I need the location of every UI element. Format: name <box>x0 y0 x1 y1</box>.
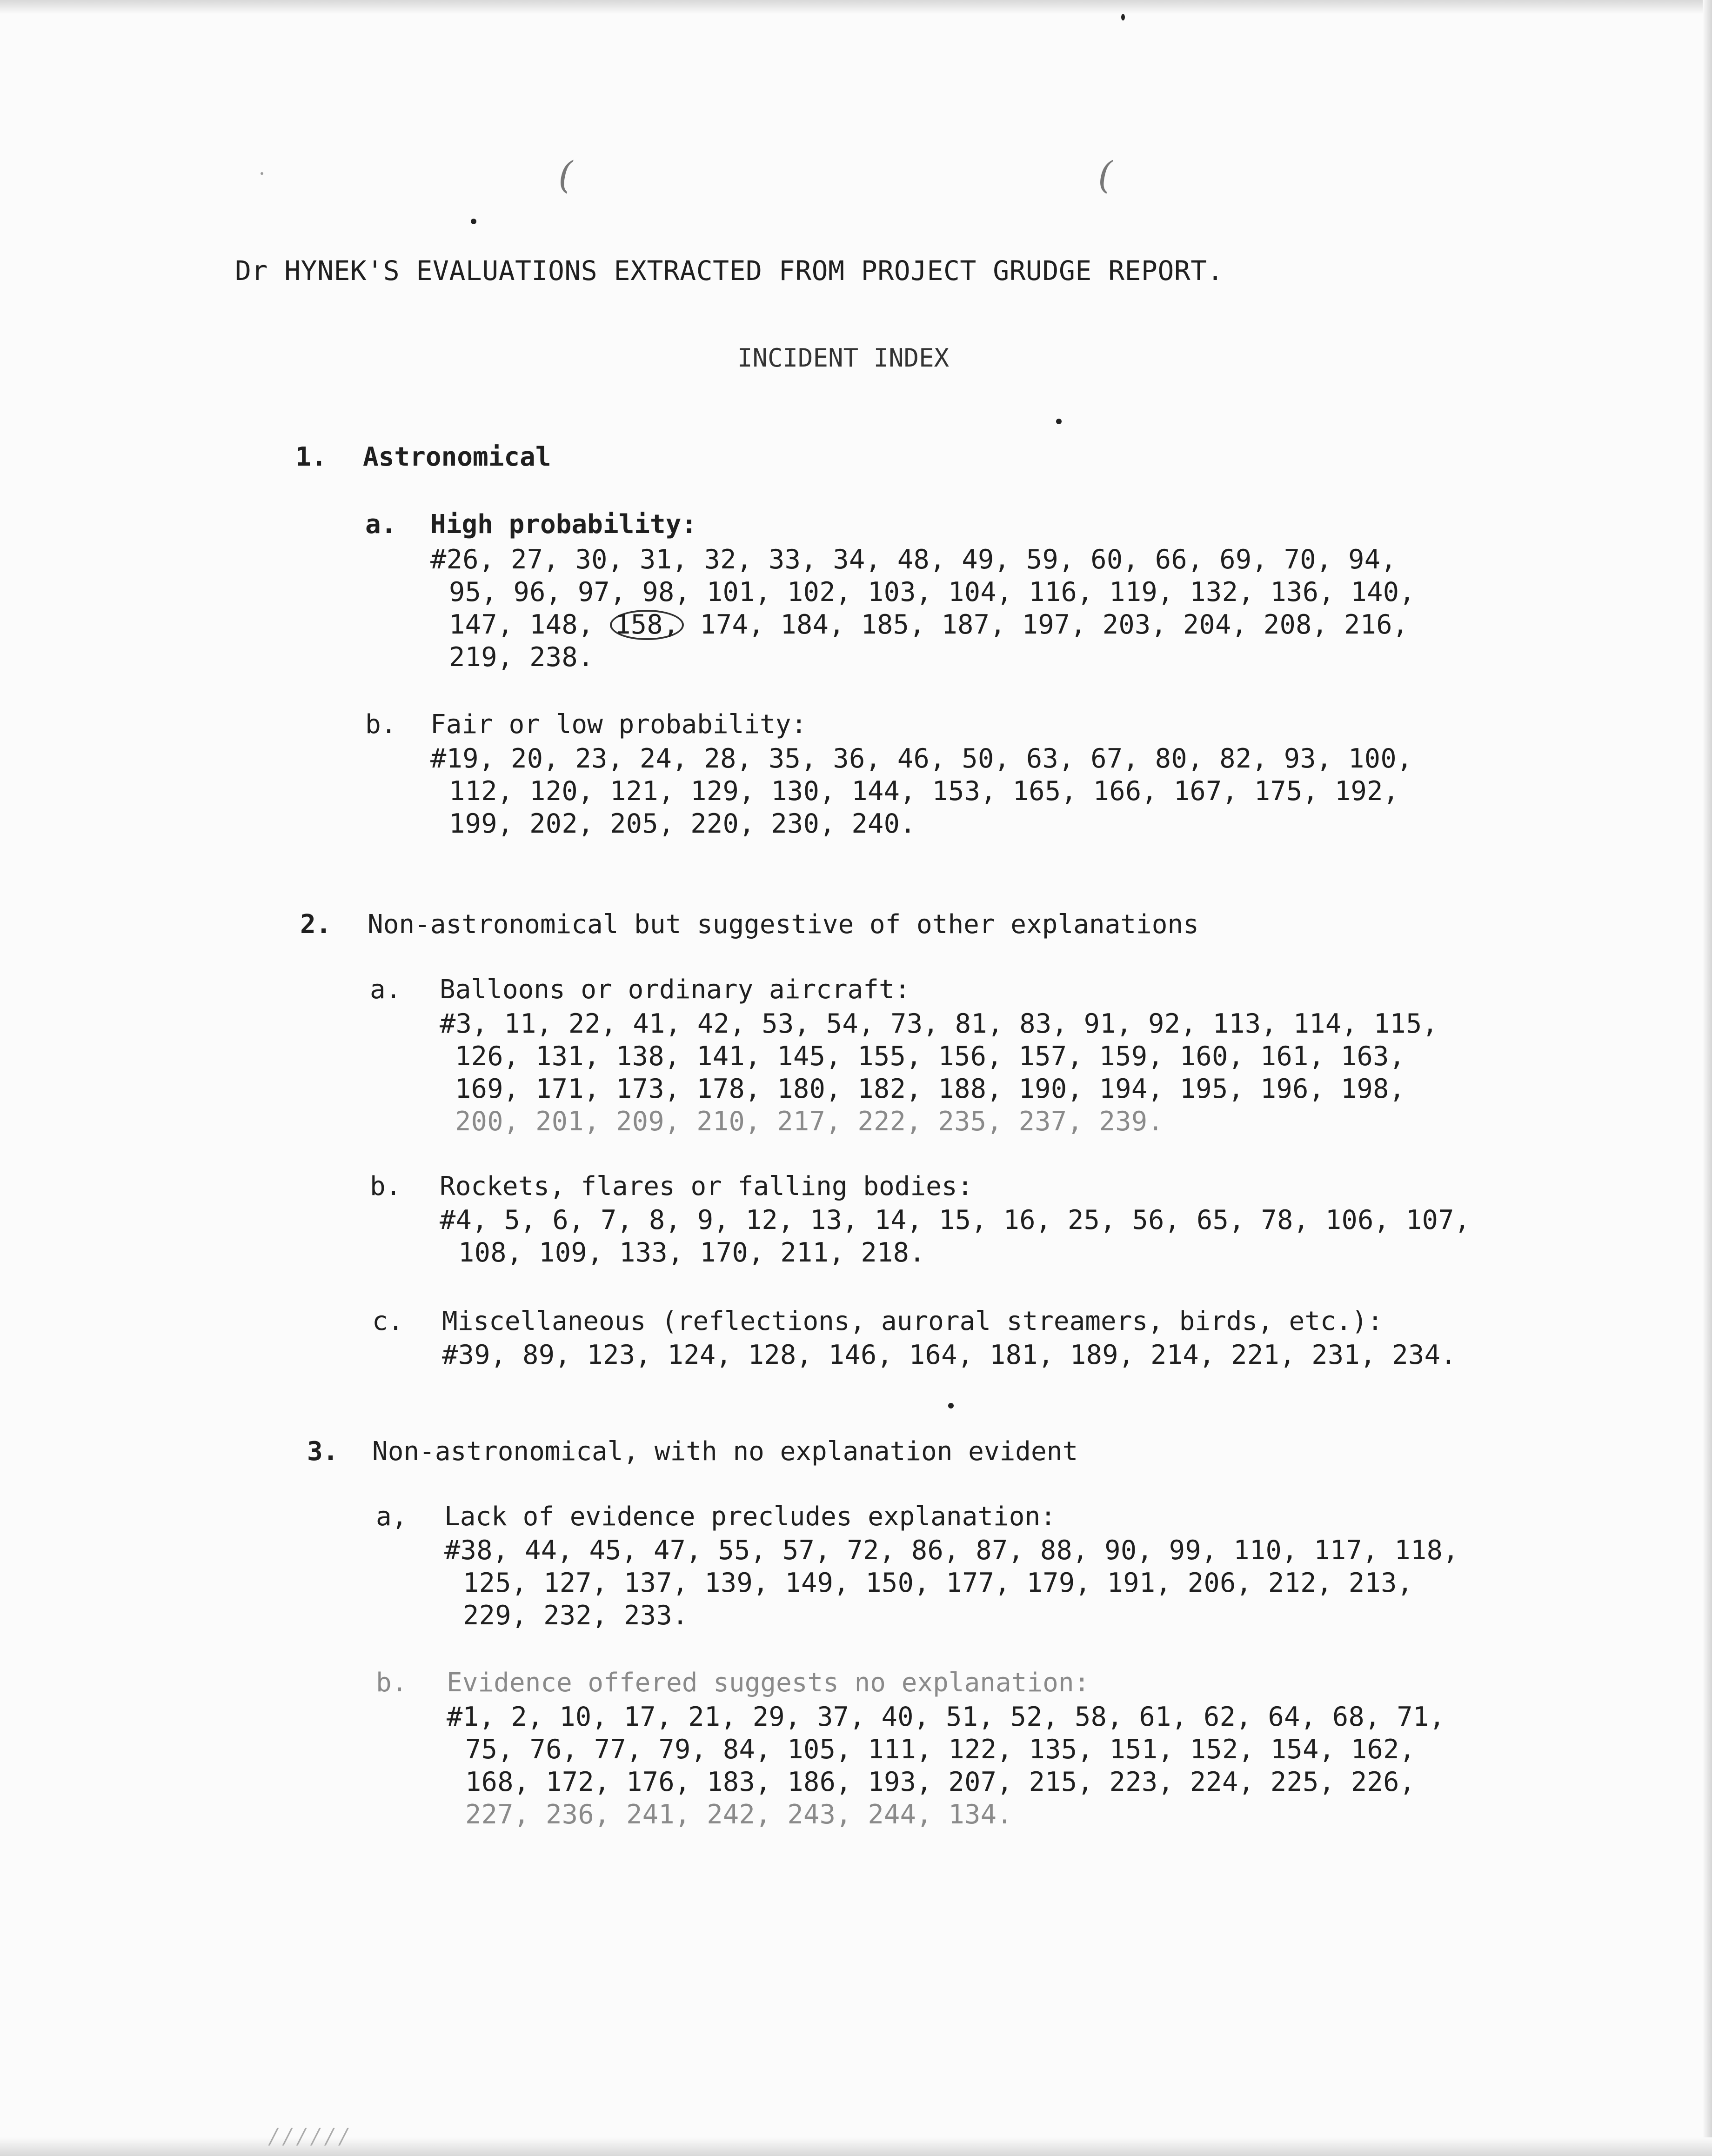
speck <box>948 1403 954 1408</box>
section-2b-letter: b. <box>370 1171 401 1201</box>
section-2a-line: #3, 11, 22, 41, 42, 53, 54, 73, 81, 83, 91, 92, 113, 114, 115, <box>440 1008 1438 1039</box>
section-2b-title: Rockets, flares or falling bodies: <box>440 1171 973 1201</box>
section-2a-line: 169, 171, 173, 178, 180, 182, 188, 190, 194, 195, 196, 198, <box>455 1074 1405 1104</box>
section-2a-title: Balloons or ordinary aircraft: <box>440 975 910 1005</box>
section-2b-line: #4, 5, 6, 7, 8, 9, 12, 13, 14, 15, 16, 25, 56, 65, 78, 106, 107, <box>440 1205 1471 1235</box>
section-3a-line: #38, 44, 45, 47, 55, 57, 72, 86, 87, 88, 90, 99, 110, 117, 118, <box>444 1535 1459 1566</box>
section-1a-letter: a. <box>365 509 397 540</box>
section-1a-line-part: 147, 148, <box>449 609 594 640</box>
speck <box>1056 419 1062 424</box>
section-1b-title: Fair or low probability: <box>430 709 807 740</box>
section-2b-line: 108, 109, 133, 170, 211, 218. <box>458 1237 925 1268</box>
section-1a-line <box>449 609 1408 640</box>
section-3a-letter: a, <box>376 1502 408 1532</box>
section-3-number: 3. <box>307 1436 339 1467</box>
section-1-title: Astronomical <box>363 442 551 472</box>
section-2a-line: 200, 201, 209, 210, 217, 222, 235, 237, 239. <box>455 1106 1164 1137</box>
document-title: Dr HYNEK'S EVALUATIONS EXTRACTED FROM PROJECT GRUDGE REPORT. <box>235 255 1224 287</box>
speck <box>471 219 476 224</box>
section-1-number: 1. <box>295 442 327 472</box>
section-3-title: Non-astronomical, with no explanation evident <box>372 1436 1078 1467</box>
section-3b-letter: b. <box>376 1668 408 1698</box>
speck <box>261 172 263 175</box>
section-2-number: 2. <box>300 909 332 940</box>
section-1b-line: 199, 202, 205, 220, 230, 240. <box>449 808 916 839</box>
section-3b-line: 168, 172, 176, 183, 186, 193, 207, 215, 223, 224, 225, 226, <box>465 1767 1416 1797</box>
punch-mark-right: ( <box>1098 154 1113 197</box>
section-1b-line: #19, 20, 23, 24, 28, 35, 36, 46, 50, 63, 67, 80, 82, 93, 100, <box>430 743 1413 774</box>
circled-incident-158: 158, <box>610 610 683 640</box>
section-1a-line: #26, 27, 30, 31, 32, 33, 34, 48, 49, 59, 60, 66, 69, 70, 94, <box>430 544 1397 575</box>
section-2-title: Non-astronomical but suggestive of other explanations <box>368 909 1199 940</box>
section-3b-line: 75, 76, 77, 79, 84, 105, 111, 122, 135, 151, 152, 154, 162, <box>465 1734 1416 1765</box>
section-3b-line: #1, 2, 10, 17, 21, 29, 37, 40, 51, 52, 58, 61, 62, 64, 68, 71, <box>447 1702 1445 1732</box>
document-subtitle: INCIDENT INDEX <box>737 343 950 373</box>
section-3b-title: Evidence offered suggests no explanation: <box>447 1668 1090 1698</box>
section-1b-letter: b. <box>365 709 397 740</box>
section-2c-title: Miscellaneous (reflections, auroral streamers, birds, etc.): <box>442 1306 1383 1336</box>
section-2a-letter: a. <box>370 975 401 1005</box>
section-1a-line-part: 174, 184, 185, 187, 197, 203, 204, 208, 216, <box>700 609 1409 640</box>
page-top-edge <box>0 0 1712 14</box>
section-3a-line: 229, 232, 233. <box>463 1600 689 1631</box>
section-1a-line: 219, 238. <box>449 642 594 673</box>
section-2a-line: 126, 131, 138, 141, 145, 155, 156, 157, 159, 160, 161, 163, <box>455 1041 1405 1072</box>
page-bottom-edge <box>0 2137 1712 2156</box>
section-1a-title: High probability: <box>430 509 697 540</box>
section-3a-title: Lack of evidence precludes explanation: <box>444 1502 1056 1532</box>
section-1a-line: 95, 96, 97, 98, 101, 102, 103, 104, 116, 119, 132, 136, 140, <box>449 577 1416 607</box>
page-right-edge <box>1703 0 1712 2156</box>
section-3b-line: 227, 236, 241, 242, 243, 244, 134. <box>465 1799 1013 1830</box>
section-2c-letter: c. <box>372 1306 404 1336</box>
section-3a-line: 125, 127, 137, 139, 149, 150, 177, 179, 191, 206, 212, 213, <box>463 1568 1413 1598</box>
section-2c-line: #39, 89, 123, 124, 128, 146, 164, 181, 189, 214, 221, 231, 234. <box>442 1340 1457 1370</box>
punch-mark-left: ( <box>558 154 573 197</box>
section-1b-line: 112, 120, 121, 129, 130, 144, 153, 165, 166, 167, 175, 192, <box>449 776 1399 807</box>
speck <box>1121 14 1125 20</box>
faint-handwritten-scrawl: / / / / / / <box>270 2123 348 2149</box>
